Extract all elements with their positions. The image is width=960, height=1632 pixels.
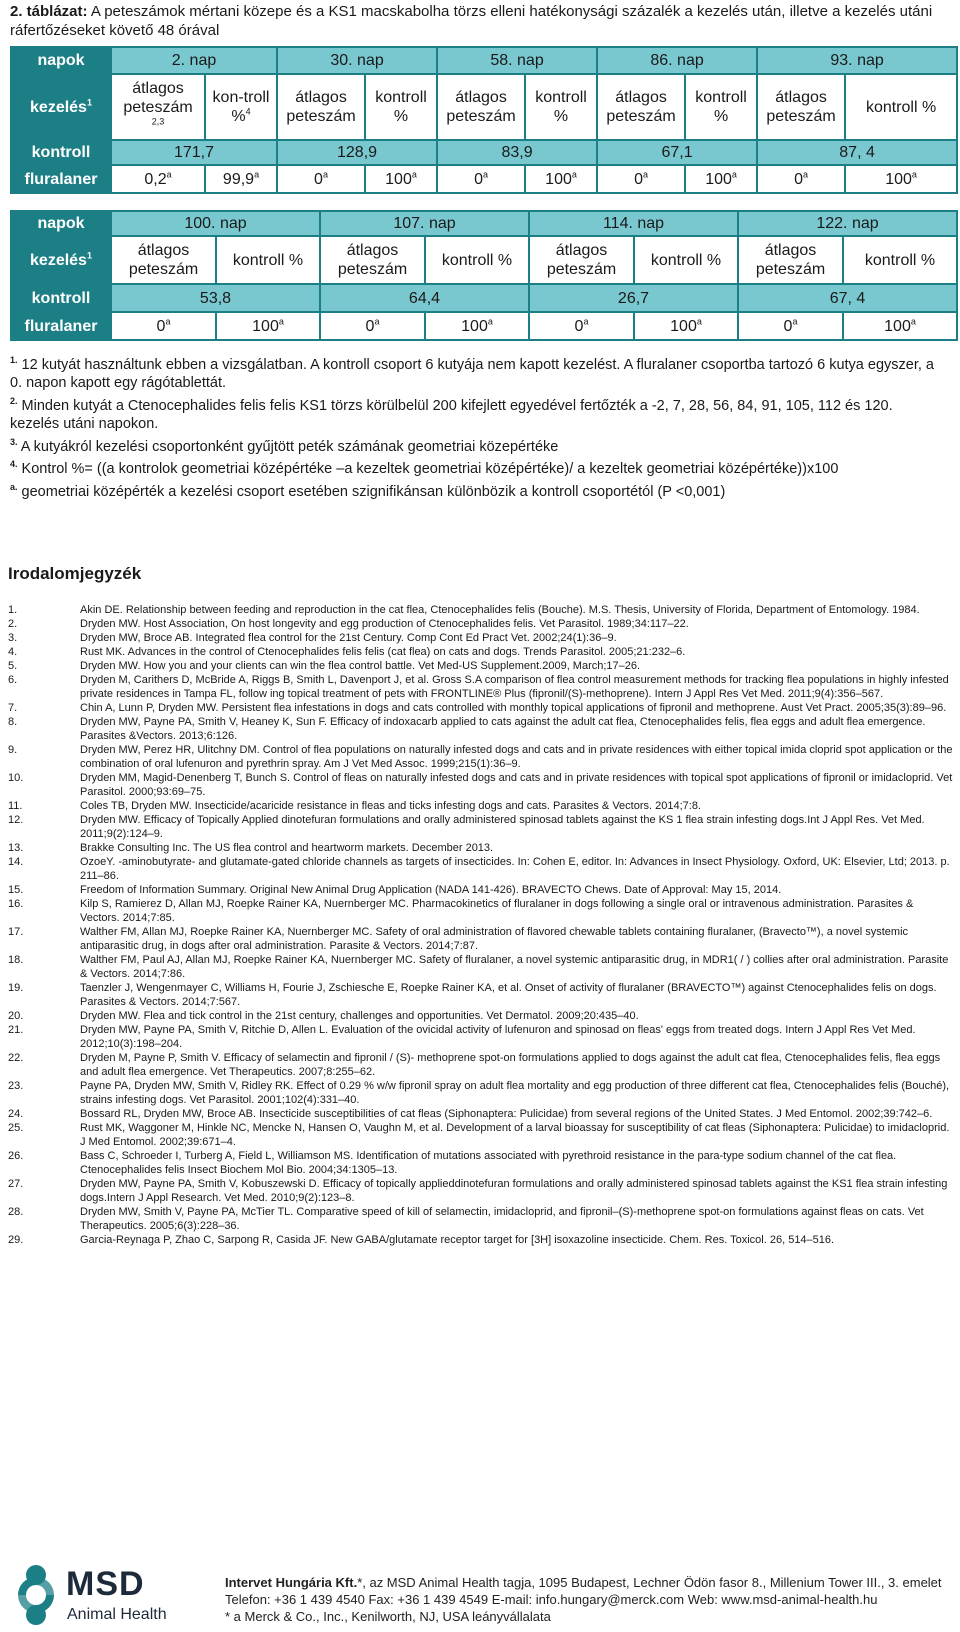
reference-text: Taenzler J, Wengenmayer C, Williams H, Fourie J, Zschiesche E, Roepke Rainer KA, et al. Onset of activity of fluralaner (BRAVECTO™) against Ctenocephalides felis on dogs. Parasites & Vectors. 2014;7:567. <box>80 982 937 1008</box>
reference-item <box>8 841 954 855</box>
fluralaner-value: 0$^a$ <box>597 165 685 193</box>
reference-item <box>8 715 954 743</box>
row-label-fluralaner: fluralaner <box>11 312 111 340</box>
reference-number: 23. <box>8 1080 24 1092</box>
row-label-fluralaner: fluralaner <box>11 165 111 193</box>
col-atlagos-peteszam: átlagos peteszám <box>111 236 216 284</box>
references-heading: Irodalomjegyzék <box>8 564 142 583</box>
col-kontroll-percent: kon-troll %$^4$ <box>205 74 277 140</box>
fluralaner-value: 0$^a$ <box>277 165 365 193</box>
reference-text: Dryden MM, Magid-Denenberg T, Bunch S. Control of fleas on naturally infested dogs and cats and in private residences with topical spot applications of fipronil or imidacloprid. Vet Parasitol. 2000;93:69–75. <box>80 772 953 798</box>
day-header: 86. nap <box>597 47 757 74</box>
fluralaner-value: 0$^a$ <box>529 312 634 340</box>
company-footer <box>225 1574 950 1625</box>
day-header: 100. nap <box>111 211 320 236</box>
reference-item <box>8 617 954 631</box>
col-atlagos-peteszam: átlagos peteszám <box>757 74 845 140</box>
reference-text: Kilp S, Ramierez D, Allan MJ, Roepke Rainer KA, Nuernberger MC. Pharmacokinetics of fluralaner in dogs following a single oral or intravenous administration. Parasites & Vectors. 2014;7:85. <box>80 898 914 924</box>
reference-item <box>8 1177 954 1205</box>
fluralaner-value: 100$^a$ <box>425 312 529 340</box>
reference-item <box>8 1121 954 1149</box>
reference-number: 2. <box>8 618 18 630</box>
col-kontroll-percent: kontroll % <box>685 74 757 140</box>
fluralaner-value: 0$^a$ <box>757 165 845 193</box>
reference-text: Walther FM, Paul AJ, Allan MJ, Roepke Rainer KA, Nuernberger MC. Safety of fluralaner, a novel systemic antiparasitic drug, in MDR1( / ) collies after oral administration. Parasite & Vectors. 2014;7:86. <box>80 954 949 980</box>
reference-text: Dryden MW, Perez HR, Ulitchny DM. Control of flea populations on naturally infested dogs and cats and in private residences with either topical imida cloprid spot application or the combination of oral lufenuron and pyrethrin spray. Am J Vet Med Assoc. 1999;215(1):36–9. <box>80 744 953 770</box>
reference-number: 22. <box>8 1052 24 1064</box>
day-header: 122. nap <box>738 211 957 236</box>
kontroll-value: 53,8 <box>111 284 320 312</box>
reference-number: 6. <box>8 674 18 686</box>
kontroll-value: 87, 4 <box>757 140 957 165</box>
fluralaner-value: 0$^a$ <box>320 312 425 340</box>
reference-text: Dryden MW, Broce AB. Integrated flea control for the 21st Century. Comp Cont Ed Pract Vet. 2002;24(1):36–9. <box>80 632 617 644</box>
reference-text: Bossard RL, Dryden MW, Broce AB. Insecticide susceptibilities of cat fleas (Siphonaptera: Pulicidae) from several regions of the United States. J Med Entomol. 2002;39:742–6. <box>80 1108 933 1120</box>
reference-number: 18. <box>8 954 24 966</box>
reference-number: 27. <box>8 1178 24 1190</box>
reference-text: Dryden M, Carithers D, McBride A, Riggs B, Smith L, Davenport J, et al. Gross S.A comparison of flea control measurement methods for tracking flea populations in highly infested private residences in Tampa FL, follow ing topical treatment of pets with FRONTLINE® Plus (fipronil/(S)-methoprene). Intern J Appl Res Vet Med. 2011;9(4):356–567. <box>80 674 949 700</box>
col-kontroll-percent: kontroll % <box>425 236 529 284</box>
reference-item <box>8 1023 954 1051</box>
reference-item <box>8 897 954 925</box>
reference-item <box>8 855 954 883</box>
napok-label: napok <box>11 211 111 236</box>
col-kontroll-percent: kontroll % <box>525 74 597 140</box>
footnote: $^{a.}$ geometriai középérték a kezelési csoport esetében szignifikánsan különbözik a kontroll csoportétól (P <0,001) <box>10 482 726 501</box>
reference-text: Dryden MW, Smith V, Payne PA, McTier TL. Comparative speed of kill of selamectin, imidacloprid, and fipronil–(S)-methoprene spot-on formulations against fleas on cats. Vet Therapeutics. 2005;6(3):228–36. <box>80 1206 924 1232</box>
logo-wordmark: MSD <box>66 1565 145 1603</box>
reference-text: Dryden MW. Flea and tick control in the 21st century, challenges and opportunities. Vet Dermatol. 2009;20:435–40. <box>80 1010 639 1022</box>
day-header: 30. nap <box>277 47 437 74</box>
reference-number: 26. <box>8 1150 24 1162</box>
col-kontroll-percent: kontroll % <box>634 236 738 284</box>
footnote: $^{1.}$ 12 kutyát használtunk ebben a vizsgálatban. A kontroll csoport 6 kutyája nem kapott kezelést. A fluralaner csoportba tartozó 6 kutya egyszer, a 0. napon kapott egy rágótablettát. <box>10 355 934 391</box>
days-header-row <box>11 211 957 236</box>
reference-number: 24. <box>8 1108 24 1120</box>
reference-text: Rust MK, Waggoner M, Hinkle NC, Mencke N, Hansen O, Vaughn M, et al. Development of a larval bioassay for susceptibility of cat fleas (Siphonaptera: Pulicidae) to imidacloprid. J Med Entomol. 2002;39:671–4. <box>80 1122 950 1148</box>
col-kontroll-percent: kontroll % <box>365 74 437 140</box>
reference-number: 14. <box>8 856 24 868</box>
reference-number: 9. <box>8 744 18 756</box>
days-header-row <box>11 47 957 74</box>
reference-item <box>8 1107 954 1121</box>
table-caption <box>10 2 940 40</box>
footnote: $^{3.}$ A kutyákról kezelési csoportonként gyűjtött peték számának geometriai közepértéke <box>10 436 559 455</box>
col-kontroll-percent: kontroll % <box>843 236 957 284</box>
reference-text: Dryden MW, Payne PA, Smith V, Ritchie D, Allen L. Evaluation of the ovicidal activity of lufenuron and spinosad on fleas' eggs from treated dogs. Intern J Appl Res Vet Med. 2012;10(3):198–204. <box>80 1024 916 1050</box>
reference-text: Dryden MW. Host Association, On host longevity and egg production of Ctenocephalides felis. Vet Parasitol. 1989;34:117–22. <box>80 618 689 630</box>
reference-number: 1. <box>8 604 18 616</box>
reference-text: Dryden MW, Payne PA, Smith V, Heaney K, Sun F. Efficacy of indoxacarb applied to cats against the adult cat flea, Ctenocephalides felis, flea eggs and adult flea emergence. Parasites &Vectors. 2013;6:126. <box>80 716 926 742</box>
reference-number: 28. <box>8 1206 24 1218</box>
reference-item <box>8 771 954 799</box>
row-label-kontroll: kontroll <box>11 140 111 165</box>
reference-text: Payne PA, Dryden MW, Smith V, Ridley RK. Effect of 0.29 % w/w fipronil spray on adult flea mortality and egg production of three different cat flea, Ctenocephalides felis (Bouché), strains infesting dogs. Vet Parasitol. 2001;102(4):331–40. <box>80 1080 950 1106</box>
reference-text: Walther FM, Allan MJ, Roepke Rainer KA, Nuernberger MC. Safety of oral administration of flavored chewable tablets containing fluralaner, (Bravecto™), a novel systemic antiparasitic drug, in dogs after oral administration. Parasite & Vectors. 2014;7:87. <box>80 926 909 952</box>
day-header: 58. nap <box>437 47 597 74</box>
fluralaner-value: 99,9$^a$ <box>205 165 277 193</box>
reference-item <box>8 813 954 841</box>
kontroll-row <box>11 140 957 165</box>
reference-number: 10. <box>8 772 24 784</box>
fluralaner-value: 100$^a$ <box>685 165 757 193</box>
kezeles-label: kezelés$^1$ <box>11 74 111 140</box>
reference-item <box>8 659 954 673</box>
day-header: 2. nap <box>111 47 277 74</box>
col-kontroll-percent: kontroll % <box>845 74 957 140</box>
logo-subtitle: Animal Health <box>67 1606 167 1623</box>
kontroll-value: 128,9 <box>277 140 437 165</box>
references-list <box>8 603 954 1247</box>
reference-item <box>8 981 954 1009</box>
reference-number: 25. <box>8 1122 24 1134</box>
reference-number: 17. <box>8 926 24 938</box>
reference-item <box>8 799 954 813</box>
reference-number: 15. <box>8 884 24 896</box>
reference-item <box>8 883 954 897</box>
col-atlagos-peteszam: átlagos peteszám <box>437 74 525 140</box>
col-atlagos-peteszam: átlagos peteszám <box>738 236 843 284</box>
caption-text: A peteszámok mértani közepe és a KS1 macskabolha törzs elleni hatékonysági százalék a kezelés után, illetve a kezelés utáni ráfertőzéseket követő 48 órával <box>10 3 933 39</box>
reference-text: OzoeY. -aminobutyrate- and glutamate-gated chloride channels as targets of insecticides. In: Cohen E, editor. In: Advances in Insect Physiology. Oxford, UK: Elsevier, Ltd; 2013. p. 211–86. <box>80 856 950 882</box>
reference-number: 21. <box>8 1024 24 1036</box>
reference-text: Freedom of Information Summary. Original New Animal Drug Application (NADA 141-426). BRAVECTO Chews. Date of Approval: May 15, 2014. <box>80 884 782 896</box>
footer-line-2: Telefon: +36 1 439 4540 Fax: +36 1 439 4549 E-mail: info.hungary@merck.com Web: www.msd-animal-health.hu <box>225 1592 878 1607</box>
reference-text: Dryden MW. Efficacy of Topically Applied dinotefuran formulations and orally administered spinosad tablets against the KS 1 flea strain infesting dogs.Int J Appl Res. Vet Med. 2011;9(2):124–9. <box>80 814 925 840</box>
reference-text: Garcia-Reynaga P, Zhao C, Sarpong R, Casida JF. New GABA/glutamate receptor target for [3H] isoxazoline insecticide. Chem. Res. Toxicol. 26, 514–516. <box>80 1234 835 1246</box>
reference-item <box>8 631 954 645</box>
col-kontroll-percent: kontroll % <box>216 236 320 284</box>
reference-number: 29. <box>8 1234 24 1246</box>
col-atlagos-peteszam: átlagos peteszám <box>529 236 634 284</box>
fluralaner-value: 100$^a$ <box>525 165 597 193</box>
reference-item <box>8 1205 954 1233</box>
kezeles-label: kezelés$^1$ <box>11 236 111 284</box>
reference-number: 3. <box>8 632 18 644</box>
napok-label: napok <box>11 47 111 74</box>
reference-item <box>8 645 954 659</box>
reference-number: 20. <box>8 1010 24 1022</box>
footnote: $^{4.}$ Kontrol %= ((a kontrolok geometriai középértéke –a kezeltek geometriai középértéke)/ a kezeltek geometriai középértéke))x100 <box>10 459 839 478</box>
footer-line-1: Intervet Hungária Kft.*, az MSD Animal Health tagja, 1095 Budapest, Lechner Ödön fasor 8., Millenium Tower III., 3. emelet <box>225 1575 942 1590</box>
reference-number: 8. <box>8 716 18 728</box>
reference-text: Brakke Consulting Inc. The US flea control and heartworm markets. December 2013. <box>80 842 494 854</box>
col-atlagos-peteszam: átlagos peteszám <box>597 74 685 140</box>
reference-item <box>8 603 954 617</box>
reference-number: 4. <box>8 646 18 658</box>
reference-text: Bass C, Schroeder I, Turberg A, Field L, Williamson MS. Identification of mutations associated with pyrethroid resistance in the para-type sodium channel of the cat flea. Ctenocephalides felis Insect Biochem Mol Bio. 2004;34:1305–13. <box>80 1150 897 1176</box>
kontroll-value: 67, 4 <box>738 284 957 312</box>
reference-text: Chin A, Lunn P, Dryden MW. Persistent flea infestations in dogs and cats controlled with monthly topical applications of fipronil and methoprene. Aust Vet Pract. 2005;35(3):89–96. <box>80 702 947 714</box>
reference-item <box>8 1149 954 1177</box>
reference-item <box>8 673 954 701</box>
fluralaner-value: 100$^a$ <box>634 312 738 340</box>
reference-text: Rust MK. Advances in the control of Ctenocephalides felis felis (cat flea) on cats and dogs. Trends Parasitol. 2005;21:232–6. <box>80 646 686 658</box>
reference-item <box>8 925 954 953</box>
row-label-kontroll: kontroll <box>11 284 111 312</box>
fluralaner-row <box>11 165 957 193</box>
reference-text: Coles TB, Dryden MW. Insecticide/acaricide resistance in fleas and ticks infesting dogs and cats. Parasites & Vectors. 2014;7:8. <box>80 800 701 812</box>
fluralaner-value: 0,2$^a$ <box>111 165 205 193</box>
reference-number: 12. <box>8 814 24 826</box>
table-footnotes <box>10 351 945 501</box>
reference-text: Dryden MW. How you and your clients can win the flea control battle. Vet Med-US Supplement.2009, March;17–26. <box>80 660 641 672</box>
caption-label: 2. táblázat: <box>10 3 88 20</box>
kontroll-value: 83,9 <box>437 140 597 165</box>
day-header: 114. nap <box>529 211 738 236</box>
reference-number: 16. <box>8 898 24 910</box>
reference-number: 19. <box>8 982 24 994</box>
footnote: $^{2.}$ Minden kutyát a Ctenocephalides felis felis KS1 törzs körülbelül 200 kifejlett egyedével fertőzték a -2, 7, 28, 56, 84, 91, 105, 112 és 120. kezelés utáni napokon. <box>10 395 893 432</box>
reference-item <box>8 1051 954 1079</box>
reference-text: Dryden M, Payne P, Smith V. Efficacy of selamectin and fipronil / (S)- methoprene spot-on formulations applied to dogs against the adult cat flea, Ctenocephalides felis, flea eggs and adult flea emergence. Vet Therapeutics. 2007;8:255–62. <box>80 1052 941 1078</box>
fluralaner-value: 0$^a$ <box>738 312 843 340</box>
efficacy-table-1 <box>10 46 958 194</box>
column-header-row <box>11 236 957 284</box>
kontroll-value: 67,1 <box>597 140 757 165</box>
reference-text: Akin DE. Relationship between feeding and reproduction in the cat flea, Ctenocephalides felis (Bouche). M.S. Thesis, University of Florida, Department of Entomology. 1984. <box>80 604 920 616</box>
column-header-row <box>11 74 957 140</box>
fluralaner-value: 100$^a$ <box>845 165 957 193</box>
kontroll-value: 64,4 <box>320 284 529 312</box>
col-atlagos-peteszam: átlagos peteszám <box>320 236 425 284</box>
reference-item <box>8 701 954 715</box>
kontroll-row <box>11 284 957 312</box>
reference-item <box>8 743 954 771</box>
fluralaner-value: 0$^a$ <box>437 165 525 193</box>
reference-number: 13. <box>8 842 24 854</box>
fluralaner-value: 100$^a$ <box>365 165 437 193</box>
kontroll-value: 26,7 <box>529 284 738 312</box>
reference-item <box>8 1079 954 1107</box>
reference-number: 11. <box>8 800 23 812</box>
col-atlagos-peteszam: átlagos peteszám <box>277 74 365 140</box>
fluralaner-row <box>11 312 957 340</box>
reference-item <box>8 953 954 981</box>
fluralaner-value: 100$^a$ <box>216 312 320 340</box>
reference-item <box>8 1233 954 1247</box>
col-atlagos-peteszam: átlagos peteszám $^{2,3}$ <box>111 74 205 140</box>
reference-number: 7. <box>8 702 18 714</box>
reference-item <box>8 1009 954 1023</box>
day-header: 107. nap <box>320 211 529 236</box>
efficacy-table-2 <box>10 210 958 341</box>
kontroll-value: 171,7 <box>111 140 277 165</box>
fluralaner-value: 0$^a$ <box>111 312 216 340</box>
reference-text: Dryden MW, Payne PA, Smith V, Kobuszewski D. Efficacy of topically applieddinotefuran formulations and orally administered spinosad tablets against the KS1 flea strain infesting dogs.Intern J Appl Research. Vet Med. 2010;9(2):123–8. <box>80 1178 948 1204</box>
fluralaner-value: 100$^a$ <box>843 312 957 340</box>
reference-number: 5. <box>8 660 18 672</box>
day-header: 93. nap <box>757 47 957 74</box>
footer-line-3: * a Merck & Co., Inc., Kenilworth, NJ, USA leányvállalata <box>225 1609 551 1624</box>
